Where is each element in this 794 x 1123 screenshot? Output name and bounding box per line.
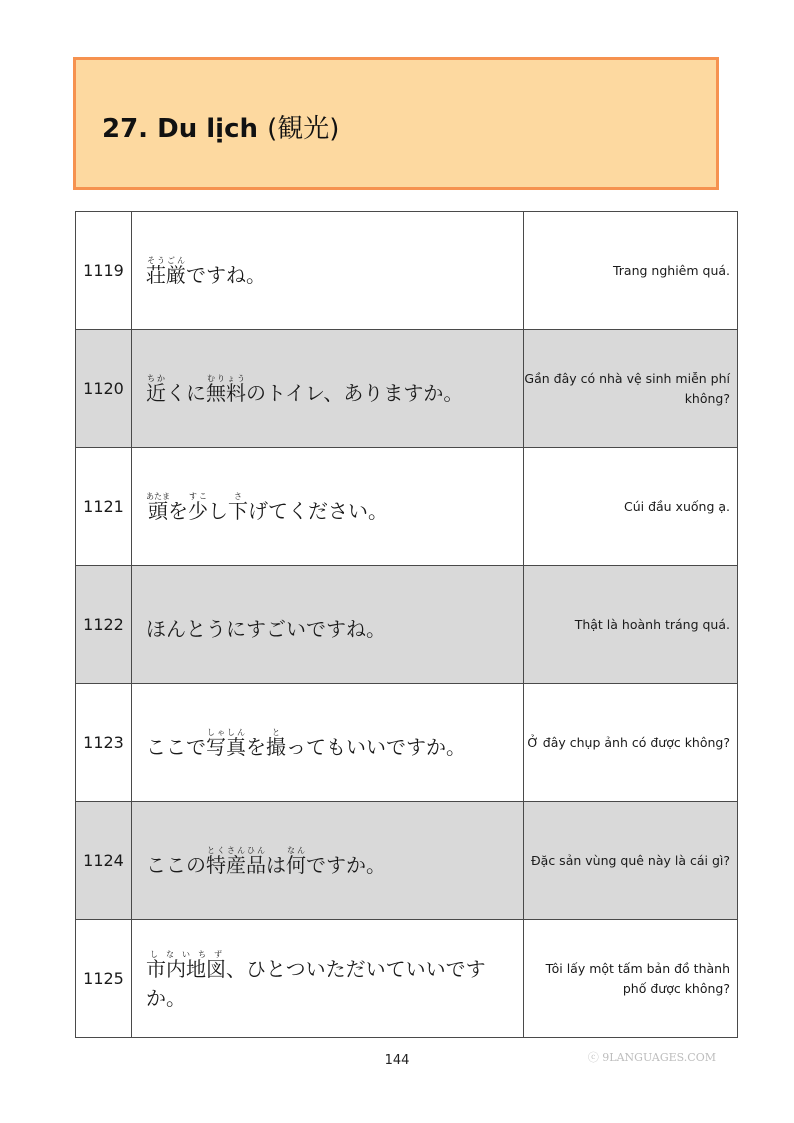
vietnamese-translation: Thật là hoành tráng quá. [524,566,738,684]
kanji-with-furigana: 市内地図しないちず [146,949,226,981]
phrase-number: 1124 [76,802,132,920]
chapter-title-vi: 27. Du lịch [102,114,258,144]
table-row [76,330,738,448]
table-row [76,920,738,1038]
furigana: さ [228,492,248,501]
vietnamese-translation: Ở đây chụp ảnh có được không? [524,684,738,802]
kanji-with-furigana: 無料むりょう [206,374,246,405]
phrase-number: 1123 [76,684,132,802]
furigana: と [266,728,286,737]
japanese-phrase [132,330,524,448]
phrase-text: ここの [146,853,206,877]
phrase-text: 、ひとついただいていいですか。 [146,956,486,1010]
phrase-text: は [266,853,286,877]
kanji-with-furigana: 写真しゃしん [206,728,246,759]
table-row [76,566,738,684]
chapter-header [73,57,719,190]
furigana: しゃしん [206,728,246,737]
phrase-text: くに [166,381,206,405]
japanese-phrase [132,684,524,802]
phrase-text: ってもいいですか。 [286,735,466,759]
copyright-notice: ⓒ 9LANGUAGES.COM [587,1051,716,1064]
phrase-text: し [208,499,228,523]
furigana: むりょう [206,374,246,383]
japanese-phrase [132,566,524,684]
japanese-phrase [132,212,524,330]
kanji-with-furigana: 特産品とくさんひん [206,846,266,877]
furigana: とくさんひん [206,846,266,855]
phrase-number: 1120 [76,330,132,448]
japanese-phrase [132,920,524,1038]
kanji-with-furigana: 何なん [286,846,306,877]
kanji-with-furigana: 近ちか [146,374,166,405]
furigana: すこ [188,492,208,501]
furigana: ちか [146,374,166,383]
phrase-text: ですか。 [306,853,386,877]
phrase-number: 1125 [76,920,132,1038]
japanese-phrase [132,448,524,566]
phrase-text: ですね。 [186,263,266,287]
phrase-number: 1122 [76,566,132,684]
phrase-table [75,211,738,1038]
table-row [76,212,738,330]
kanji-with-furigana: 荘厳そうごん [146,256,186,287]
vietnamese-translation: Trang nghiêm quá. [524,212,738,330]
page-number: 144 [384,1053,410,1068]
vietnamese-translation: Đặc sản vùng quê này là cái gì? [524,802,738,920]
phrase-text: げてください。 [248,499,388,523]
phrase-text: を [168,499,188,523]
vietnamese-translation: Gần đây có nhà vệ sinh miễn phí không? [524,330,738,448]
furigana: なん [286,846,306,855]
phrase-text: ここで [146,735,206,759]
table-row [76,684,738,802]
chapter-title-jp: (観光) [267,114,340,144]
furigana: そうごん [146,256,186,265]
table-row [76,802,738,920]
phrase-number: 1121 [76,448,132,566]
table-row [76,448,738,566]
phrase-text: を [246,735,266,759]
vietnamese-translation: Tôi lấy một tấm bản đồ thành phố được không? [524,920,738,1038]
furigana: しないちず [146,949,226,959]
kanji-with-furigana: 少すこ [188,492,208,523]
vietnamese-translation: Cúi đầu xuống ạ. [524,448,738,566]
kanji-with-furigana: 頭あたま [146,492,170,523]
chapter-title [102,108,339,145]
japanese-phrase [132,802,524,920]
kanji-with-furigana: 下さ [228,492,248,523]
phrase-text: のトイレ、ありますか。 [246,381,464,405]
furigana: あたま [146,492,170,501]
phrase-text: ほんとうにすごいですね。 [146,617,386,641]
kanji-with-furigana: 撮と [266,728,286,759]
phrase-number: 1119 [76,212,132,330]
